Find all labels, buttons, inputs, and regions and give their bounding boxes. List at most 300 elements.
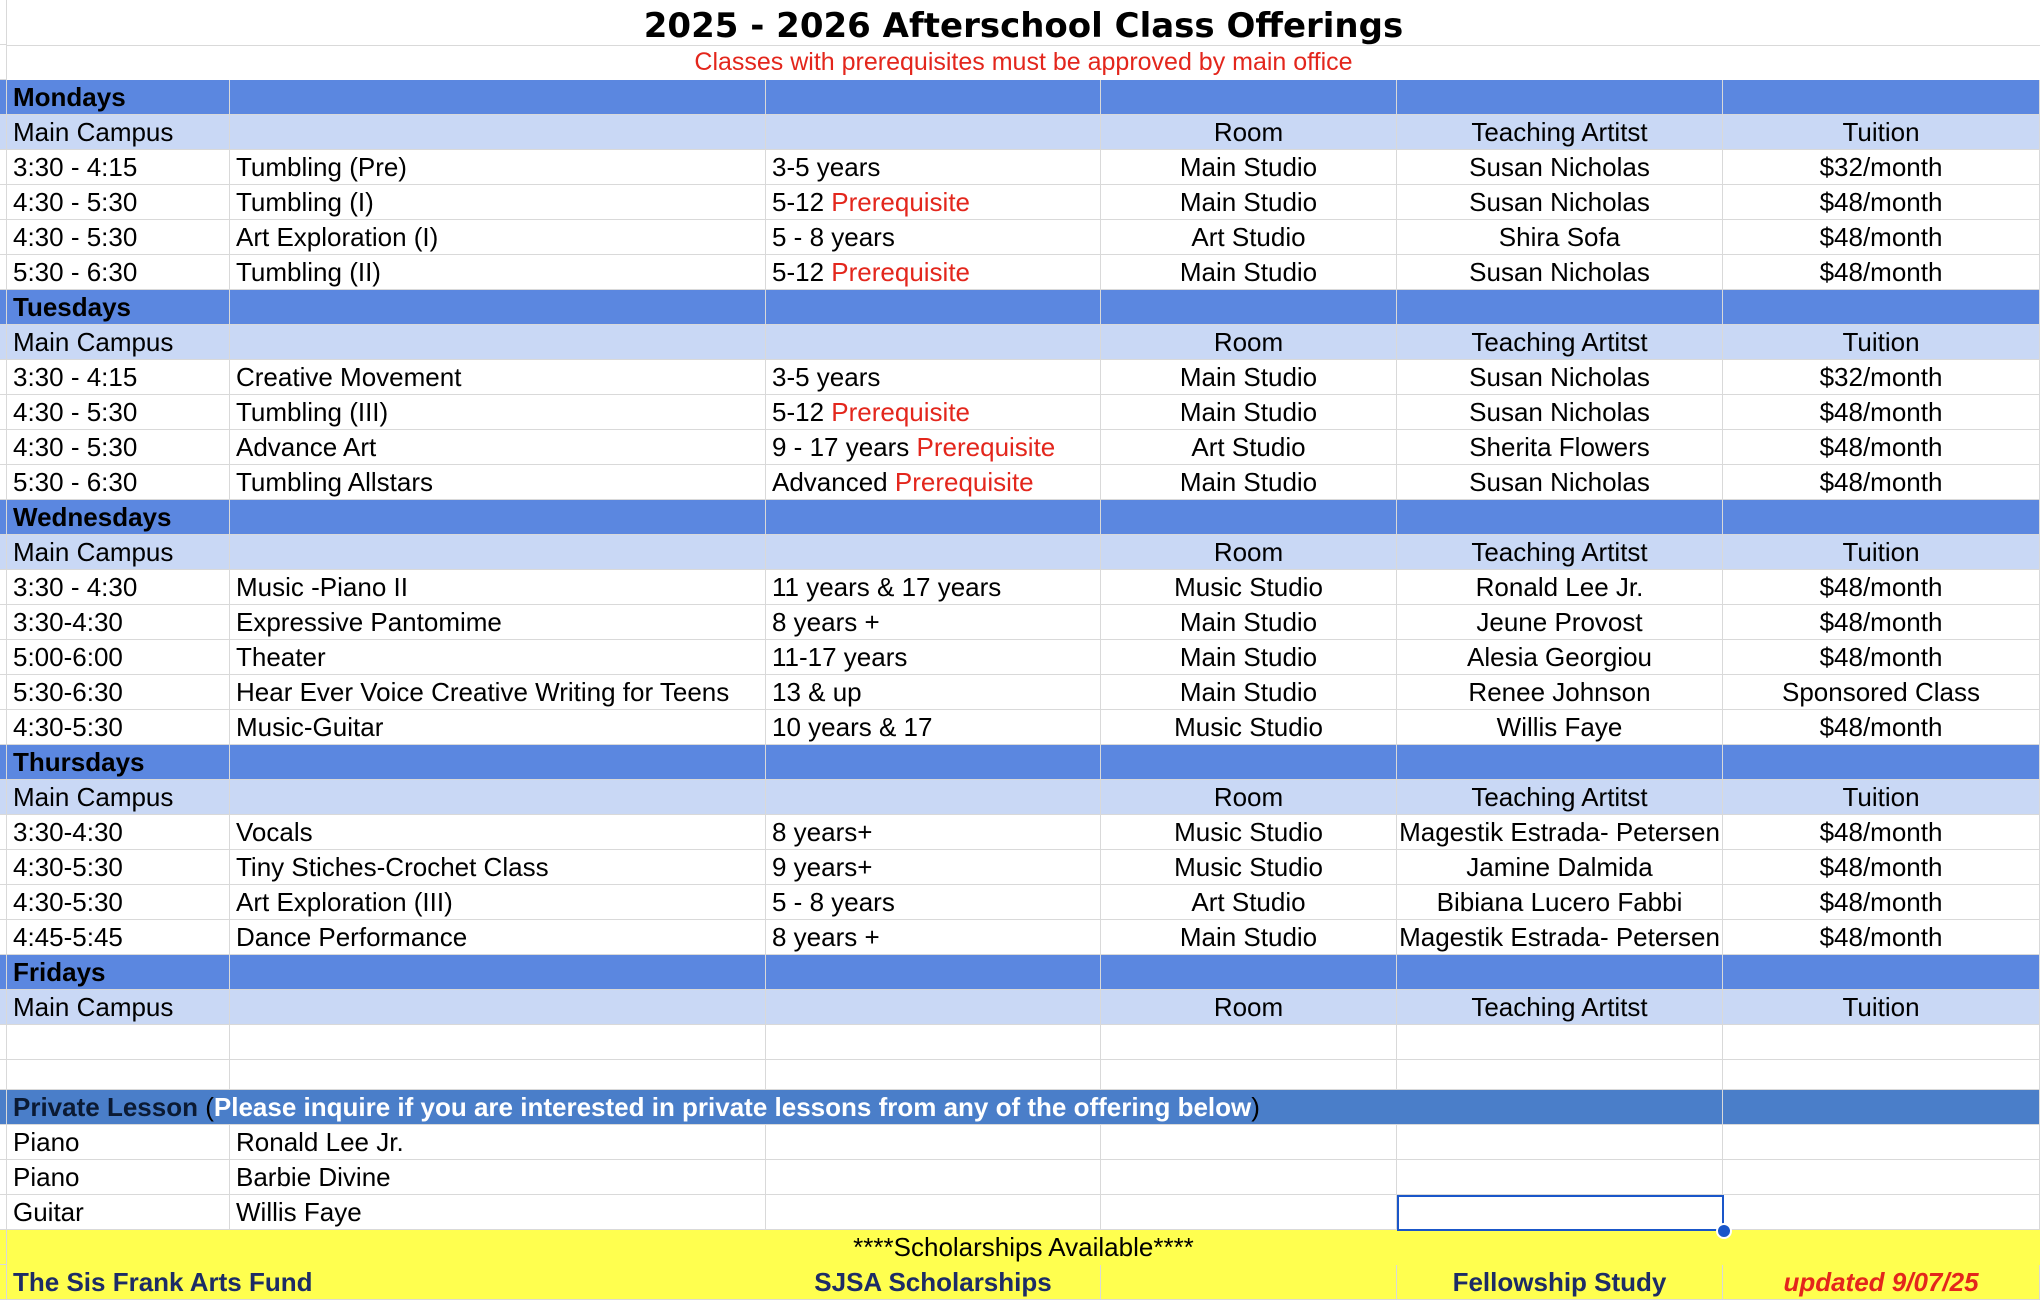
- private-lesson-row: [0, 1090, 2040, 1125]
- sheet-cell[interactable]: [230, 1025, 766, 1060]
- class-name[interactable]: Theater: [230, 640, 766, 675]
- class-age[interactable]: [766, 920, 1101, 955]
- subtitle-row: [0, 45, 2040, 80]
- sheet-cell[interactable]: [230, 115, 766, 150]
- class-tuition[interactable]: $48/month: [1723, 920, 2040, 955]
- class-artist[interactable]: Susan Nicholas: [1397, 255, 1723, 290]
- sheet-cell[interactable]: [766, 80, 1101, 115]
- empty-row: [0, 1025, 2040, 1060]
- fund-name[interactable]: The Sis Frank Arts Fund: [7, 1265, 770, 1300]
- class-row: [0, 675, 2040, 710]
- class-time[interactable]: 3:30 - 4:30: [7, 570, 230, 605]
- sheet-cell[interactable]: [766, 955, 1101, 990]
- class-time[interactable]: 5:30 - 6:30: [7, 465, 230, 500]
- scholarship-row: [0, 1230, 2040, 1265]
- sheet-cell[interactable]: [1101, 1025, 1397, 1060]
- lesson-teacher[interactable]: Ronald Lee Jr.: [230, 1125, 766, 1160]
- sheet-cell[interactable]: [766, 1160, 1101, 1195]
- class-row: [0, 255, 2040, 290]
- class-age[interactable]: [766, 255, 1101, 290]
- sheet-cell[interactable]: [0, 1090, 7, 1125]
- class-room[interactable]: Main Studio: [1101, 465, 1397, 500]
- age-text: 3-5 years: [772, 152, 881, 182]
- fellowship-study[interactable]: Fellowship Study: [1397, 1265, 1723, 1300]
- sheet-cell[interactable]: [1397, 1125, 1723, 1160]
- sheet-cell[interactable]: [0, 1230, 7, 1265]
- age-text: 8 years +: [772, 607, 880, 637]
- class-artist[interactable]: Jamine Dalmida: [1397, 850, 1723, 885]
- class-row: [0, 640, 2040, 675]
- class-age[interactable]: [766, 850, 1101, 885]
- sheet-cell[interactable]: [230, 290, 766, 325]
- sheet-cell[interactable]: [230, 990, 766, 1025]
- sheet-cell[interactable]: [0, 1060, 7, 1090]
- day-name[interactable]: Tuesdays: [7, 290, 230, 325]
- sheet-cell[interactable]: [0, 1025, 7, 1060]
- class-name[interactable]: Tumbling Allstars: [230, 465, 766, 500]
- lesson-instrument[interactable]: Piano: [7, 1125, 230, 1160]
- prerequisite-tag: Prerequisite: [916, 432, 1056, 462]
- sheet-cell[interactable]: [766, 745, 1101, 780]
- sheet-cell[interactable]: [1723, 1125, 2040, 1160]
- age-text: 8 years +: [772, 922, 880, 952]
- title-row: [0, 0, 2040, 45]
- class-room[interactable]: Main Studio: [1101, 360, 1397, 395]
- class-tuition[interactable]: $48/month: [1723, 430, 2040, 465]
- sheet-cell[interactable]: [230, 325, 766, 360]
- sheet-cell[interactable]: [0, 955, 7, 990]
- fill-handle[interactable]: [1716, 1223, 1732, 1239]
- age-text: 11-17 years: [772, 642, 908, 672]
- class-artist[interactable]: Jeune Provost: [1397, 605, 1723, 640]
- age-text: 5-12: [772, 187, 825, 217]
- class-row: [0, 920, 2040, 955]
- class-row: [0, 710, 2040, 745]
- class-room[interactable]: Art Studio: [1101, 220, 1397, 255]
- sheet-cell[interactable]: [1101, 1195, 1397, 1230]
- class-artist[interactable]: Susan Nicholas: [1397, 395, 1723, 430]
- day-header-row: [0, 290, 2040, 325]
- prerequisite-tag: Prerequisite: [831, 397, 970, 427]
- sheet-cell[interactable]: [0, 0, 7, 45]
- class-time[interactable]: 4:30-5:30: [7, 885, 230, 920]
- private-lesson-note: Please inquire if you are interested in private lessons from any of the offering below: [213, 1092, 1252, 1122]
- age-text: 13 & up: [772, 677, 862, 707]
- sheet-cell[interactable]: [766, 500, 1101, 535]
- sheet-cell[interactable]: [766, 1025, 1101, 1060]
- class-artist[interactable]: Susan Nicholas: [1397, 185, 1723, 220]
- sheet-cell[interactable]: [0, 535, 7, 570]
- sheet-cell[interactable]: [0, 325, 7, 360]
- column-header-row: [0, 780, 2040, 815]
- class-name[interactable]: Tumbling (III): [230, 395, 766, 430]
- sheet-cell[interactable]: [0, 150, 7, 185]
- sheet-cell[interactable]: [1397, 500, 1723, 535]
- private-lesson-item: [0, 1195, 2040, 1230]
- class-time[interactable]: 4:30 - 5:30: [7, 395, 230, 430]
- class-row: [0, 850, 2040, 885]
- sheet-cell[interactable]: [0, 1265, 7, 1300]
- sheet-cell[interactable]: [0, 255, 7, 290]
- tuition-header[interactable]: Tuition: [1723, 990, 2040, 1025]
- sheet-cell[interactable]: [0, 815, 7, 850]
- sheet-cell[interactable]: [0, 185, 7, 220]
- sheet-cell[interactable]: [766, 1060, 1101, 1090]
- page-title[interactable]: 2025 - 2026 Afterschool Class Offerings: [7, 0, 2040, 46]
- tuition-header[interactable]: Tuition: [1723, 115, 2040, 150]
- class-row: [0, 150, 2040, 185]
- day-name[interactable]: Mondays: [7, 80, 230, 115]
- room-header[interactable]: Room: [1101, 990, 1397, 1025]
- class-room[interactable]: Main Studio: [1101, 150, 1397, 185]
- artist-header[interactable]: Teaching Artitst: [1397, 325, 1723, 360]
- artist-header[interactable]: Teaching Artitst: [1397, 780, 1723, 815]
- sjsa-scholarships[interactable]: SJSA Scholarships: [766, 1265, 1101, 1300]
- sheet-cell[interactable]: [1397, 1090, 1723, 1125]
- sheet-cell[interactable]: [1397, 290, 1723, 325]
- sheet-cell[interactable]: [1723, 290, 2040, 325]
- sheet-cell[interactable]: [0, 45, 7, 80]
- sheet-cell[interactable]: [1723, 500, 2040, 535]
- class-artist[interactable]: Sherita Flowers: [1397, 430, 1723, 465]
- sheet-cell[interactable]: [1723, 745, 2040, 780]
- class-room[interactable]: Music Studio: [1101, 850, 1397, 885]
- sheet-cell[interactable]: [1101, 80, 1397, 115]
- campus-label[interactable]: Main Campus: [7, 325, 230, 360]
- class-age[interactable]: [766, 675, 1101, 710]
- campus-label[interactable]: Main Campus: [7, 990, 230, 1025]
- footer-row: [0, 1265, 2040, 1300]
- column-header-row: [0, 115, 2040, 150]
- class-time[interactable]: 4:30-5:30: [7, 850, 230, 885]
- sheet-cell[interactable]: [230, 745, 766, 780]
- class-room[interactable]: Art Studio: [1101, 885, 1397, 920]
- day-name[interactable]: Thursdays: [7, 745, 230, 780]
- sheet-cell[interactable]: [1723, 80, 2040, 115]
- class-time[interactable]: 4:30 - 5:30: [7, 220, 230, 255]
- tuition-header[interactable]: Tuition: [1723, 325, 2040, 360]
- class-tuition[interactable]: $48/month: [1723, 850, 2040, 885]
- sheet-cell[interactable]: [1397, 745, 1723, 780]
- campus-label[interactable]: Main Campus: [7, 535, 230, 570]
- class-age[interactable]: [766, 150, 1101, 185]
- tuition-header[interactable]: Tuition: [1723, 780, 2040, 815]
- class-room[interactable]: Music Studio: [1101, 710, 1397, 745]
- sheet-cell[interactable]: [766, 115, 1101, 150]
- sheet-cell[interactable]: [230, 80, 766, 115]
- lesson-instrument[interactable]: Guitar: [7, 1195, 230, 1230]
- class-tuition[interactable]: $32/month: [1723, 150, 2040, 185]
- class-time[interactable]: 3:30 - 4:15: [7, 150, 230, 185]
- age-text: 5 - 8 years: [772, 222, 895, 252]
- class-tuition[interactable]: $48/month: [1723, 885, 2040, 920]
- sheet-cell[interactable]: [1723, 1025, 2040, 1060]
- class-name[interactable]: Art Exploration (III): [230, 885, 766, 920]
- class-row: [0, 220, 2040, 255]
- class-artist[interactable]: Bibiana Lucero Fabbi: [1397, 885, 1723, 920]
- class-room[interactable]: Main Studio: [1101, 395, 1397, 430]
- class-room[interactable]: Main Studio: [1101, 920, 1397, 955]
- class-name[interactable]: Vocals: [230, 815, 766, 850]
- sheet-cell[interactable]: [766, 1125, 1101, 1160]
- campus-label[interactable]: Main Campus: [7, 780, 230, 815]
- class-artist[interactable]: Ronald Lee Jr.: [1397, 570, 1723, 605]
- class-time[interactable]: 4:30-5:30: [7, 710, 230, 745]
- class-time[interactable]: 3:30-4:30: [7, 815, 230, 850]
- sheet-cell[interactable]: [0, 1125, 7, 1160]
- sheet-cell[interactable]: [1101, 290, 1397, 325]
- class-row: [0, 185, 2040, 220]
- sheet-cell[interactable]: [230, 780, 766, 815]
- sheet-cell[interactable]: [1723, 1195, 2040, 1230]
- class-time[interactable]: 4:30 - 5:30: [7, 185, 230, 220]
- class-time[interactable]: 5:00-6:00: [7, 640, 230, 675]
- class-tuition[interactable]: $48/month: [1723, 255, 2040, 290]
- room-header[interactable]: Room: [1101, 325, 1397, 360]
- class-age[interactable]: [766, 395, 1101, 430]
- sheet-cell[interactable]: [0, 1195, 7, 1230]
- class-room[interactable]: Main Studio: [1101, 605, 1397, 640]
- day-header-row: [0, 80, 2040, 115]
- class-row: [0, 815, 2040, 850]
- sheet-cell[interactable]: [0, 290, 7, 325]
- sheet-cell[interactable]: [1397, 1060, 1723, 1090]
- class-artist[interactable]: Willis Faye: [1397, 710, 1723, 745]
- class-name[interactable]: Tumbling (I): [230, 185, 766, 220]
- class-tuition[interactable]: $48/month: [1723, 815, 2040, 850]
- class-row: [0, 570, 2040, 605]
- sheet-cell[interactable]: [1397, 955, 1723, 990]
- column-header-row: [0, 990, 2040, 1025]
- class-time[interactable]: 5:30-6:30: [7, 675, 230, 710]
- sheet-cell[interactable]: [1101, 1265, 1397, 1300]
- class-name[interactable]: Hear Ever Voice Creative Writing for Teens: [230, 675, 766, 710]
- sheet-cell[interactable]: [0, 430, 7, 465]
- sheet-cell[interactable]: [0, 500, 7, 535]
- sheet-cell[interactable]: [1723, 1090, 2040, 1125]
- sheet-cell[interactable]: [0, 80, 7, 115]
- class-age[interactable]: [766, 710, 1101, 745]
- class-tuition[interactable]: $48/month: [1723, 605, 2040, 640]
- sheet-cell[interactable]: [7, 1060, 230, 1090]
- class-artist[interactable]: Susan Nicholas: [1397, 150, 1723, 185]
- age-text: 5-12: [772, 257, 825, 287]
- sheet-cell[interactable]: [766, 325, 1101, 360]
- sheet-cell[interactable]: [1723, 1160, 2040, 1195]
- sheet-cell[interactable]: [1101, 1060, 1397, 1090]
- day-header-row: [0, 955, 2040, 990]
- class-tuition[interactable]: $48/month: [1723, 570, 2040, 605]
- class-artist[interactable]: Renee Johnson: [1397, 675, 1723, 710]
- class-age[interactable]: [766, 360, 1101, 395]
- column-header-row: [0, 535, 2040, 570]
- class-name[interactable]: Art Exploration (I): [230, 220, 766, 255]
- class-room[interactable]: Art Studio: [1101, 430, 1397, 465]
- day-name[interactable]: Fridays: [7, 955, 230, 990]
- class-name[interactable]: Music-Guitar: [230, 710, 766, 745]
- lesson-instrument[interactable]: Piano: [7, 1160, 230, 1195]
- sheet-cell[interactable]: [766, 290, 1101, 325]
- sheet-cell[interactable]: [1101, 1125, 1397, 1160]
- class-name[interactable]: Expressive Pantomime: [230, 605, 766, 640]
- class-age[interactable]: [766, 185, 1101, 220]
- day-header-row: [0, 745, 2040, 780]
- lesson-teacher[interactable]: Willis Faye: [230, 1195, 766, 1230]
- class-tuition[interactable]: $48/month: [1723, 185, 2040, 220]
- sheet-cell[interactable]: [0, 850, 7, 885]
- class-age[interactable]: [766, 640, 1101, 675]
- class-tuition[interactable]: $48/month: [1723, 640, 2040, 675]
- prerequisite-notice[interactable]: Classes with prerequisites must be approved by main office: [7, 45, 2040, 81]
- sheet-cell[interactable]: [0, 1160, 7, 1195]
- sheet-cell[interactable]: [766, 535, 1101, 570]
- sheet-cell[interactable]: [230, 955, 766, 990]
- class-row: [0, 885, 2040, 920]
- class-tuition[interactable]: $48/month: [1723, 465, 2040, 500]
- sheet-cell[interactable]: [230, 1060, 766, 1090]
- class-time[interactable]: 3:30 - 4:15: [7, 360, 230, 395]
- sheet-cell[interactable]: [0, 780, 7, 815]
- sheet-cell[interactable]: [766, 1195, 1101, 1230]
- class-age[interactable]: [766, 430, 1101, 465]
- artist-header[interactable]: Teaching Artitst: [1397, 990, 1723, 1025]
- class-age[interactable]: [766, 570, 1101, 605]
- day-name[interactable]: Wednesdays: [7, 500, 230, 535]
- class-age[interactable]: [766, 465, 1101, 500]
- sheet-cell[interactable]: [0, 465, 7, 500]
- class-name[interactable]: Advance Art: [230, 430, 766, 465]
- scholarship-banner[interactable]: ****Scholarships Available****: [7, 1230, 2040, 1266]
- private-lesson-label: Private Lesson: [13, 1092, 198, 1122]
- sheet-cell[interactable]: [7, 1025, 230, 1060]
- sheet-cell[interactable]: [0, 220, 7, 255]
- selected-cell[interactable]: [1397, 1195, 1724, 1231]
- class-artist[interactable]: Magestik Estrada- Petersen: [1397, 815, 1723, 850]
- class-name[interactable]: Music -Piano II: [230, 570, 766, 605]
- class-row: [0, 430, 2040, 465]
- class-artist[interactable]: Alesia Georgiou: [1397, 640, 1723, 675]
- class-name[interactable]: Tumbling (II): [230, 255, 766, 290]
- room-header[interactable]: Room: [1101, 535, 1397, 570]
- class-tuition[interactable]: $32/month: [1723, 360, 2040, 395]
- sheet-cell[interactable]: [230, 535, 766, 570]
- class-time[interactable]: 4:45-5:45: [7, 920, 230, 955]
- day-header-row: [0, 500, 2040, 535]
- sheet-cell[interactable]: [766, 990, 1101, 1025]
- class-tuition[interactable]: Sponsored Class: [1723, 675, 2040, 710]
- private-lesson-header[interactable]: [7, 1090, 1397, 1125]
- class-artist[interactable]: Magestik Estrada- Petersen: [1397, 920, 1723, 955]
- class-age[interactable]: [766, 605, 1101, 640]
- sheet-cell[interactable]: [1101, 1160, 1397, 1195]
- class-age[interactable]: [766, 220, 1101, 255]
- class-artist[interactable]: Susan Nicholas: [1397, 465, 1723, 500]
- class-room[interactable]: Main Studio: [1101, 640, 1397, 675]
- campus-label[interactable]: Main Campus: [7, 115, 230, 150]
- sheet-cell[interactable]: [0, 885, 7, 920]
- class-tuition[interactable]: $48/month: [1723, 220, 2040, 255]
- sheet-cell[interactable]: [0, 710, 7, 745]
- class-tuition[interactable]: $48/month: [1723, 395, 2040, 430]
- age-text: 11 years & 17 years: [772, 572, 1002, 602]
- sheet-cell[interactable]: [1101, 500, 1397, 535]
- prerequisite-tag: Prerequisite: [894, 467, 1034, 497]
- age-text: 9 years+: [772, 852, 873, 882]
- class-room[interactable]: Main Studio: [1101, 675, 1397, 710]
- class-room[interactable]: Music Studio: [1101, 815, 1397, 850]
- room-header[interactable]: Room: [1101, 115, 1397, 150]
- sheet-cell[interactable]: [230, 500, 766, 535]
- sheet-cell[interactable]: [0, 920, 7, 955]
- sheet-cell[interactable]: [0, 675, 7, 710]
- class-row: [0, 465, 2040, 500]
- artist-header[interactable]: Teaching Artitst: [1397, 535, 1723, 570]
- class-artist[interactable]: Shira Sofa: [1397, 220, 1723, 255]
- prerequisite-tag: Prerequisite: [831, 257, 971, 287]
- sheet-cell[interactable]: [0, 605, 7, 640]
- sheet-cell[interactable]: [0, 990, 7, 1025]
- updated-date[interactable]: updated 9/07/25: [1723, 1265, 2040, 1300]
- sheet-cell[interactable]: [0, 640, 7, 675]
- tuition-header[interactable]: Tuition: [1723, 535, 2040, 570]
- sheet-cell[interactable]: [766, 780, 1101, 815]
- class-room[interactable]: Music Studio: [1101, 570, 1397, 605]
- sheet-cell[interactable]: [1723, 955, 2040, 990]
- age-text: 8 years+: [772, 817, 873, 847]
- age-text: 5 - 8 years: [772, 887, 895, 917]
- class-tuition[interactable]: $48/month: [1723, 710, 2040, 745]
- class-artist[interactable]: Susan Nicholas: [1397, 360, 1723, 395]
- room-header[interactable]: Room: [1101, 780, 1397, 815]
- column-header-row: [0, 325, 2040, 360]
- empty-row: [0, 1060, 2040, 1090]
- sheet-cell[interactable]: [1101, 955, 1397, 990]
- age-text: 5-12: [772, 397, 832, 427]
- class-name[interactable]: Tiny Stiches-Crochet Class: [230, 850, 766, 885]
- class-name[interactable]: Tumbling (Pre): [230, 150, 766, 185]
- private-lesson-item: [0, 1160, 2040, 1195]
- class-time[interactable]: 4:30 - 5:30: [7, 430, 230, 465]
- class-room[interactable]: Main Studio: [1101, 255, 1397, 290]
- sheet-cell[interactable]: [1723, 1060, 2040, 1090]
- class-age[interactable]: [766, 815, 1101, 850]
- sheet-cell[interactable]: [0, 745, 7, 780]
- class-row: [0, 605, 2040, 640]
- class-name[interactable]: Creative Movement: [230, 360, 766, 395]
- sheet-cell[interactable]: [0, 395, 7, 430]
- sheet-cell[interactable]: [1397, 80, 1723, 115]
- class-time[interactable]: 3:30-4:30: [7, 605, 230, 640]
- sheet-cell[interactable]: [1397, 1025, 1723, 1060]
- lesson-teacher[interactable]: Barbie Divine: [230, 1160, 766, 1195]
- age-text: Advanced: [772, 467, 888, 497]
- class-time[interactable]: 5:30 - 6:30: [7, 255, 230, 290]
- sheet-cell[interactable]: [0, 360, 7, 395]
- age-text: 3-5 years: [772, 362, 881, 392]
- sheet-cell[interactable]: [1397, 1160, 1723, 1195]
- class-age[interactable]: [766, 885, 1101, 920]
- age-text: 9 - 17 years: [772, 432, 910, 462]
- prerequisite-tag: Prerequisite: [831, 187, 971, 217]
- private-lesson-item: [0, 1125, 2040, 1160]
- sheet-cell[interactable]: [1101, 745, 1397, 780]
- sheet-cell[interactable]: [0, 570, 7, 605]
- sheet-cell[interactable]: [0, 115, 7, 150]
- class-name[interactable]: Dance Performance: [230, 920, 766, 955]
- class-row: [0, 395, 2040, 430]
- class-room[interactable]: Main Studio: [1101, 185, 1397, 220]
- artist-header[interactable]: Teaching Artitst: [1397, 115, 1723, 150]
